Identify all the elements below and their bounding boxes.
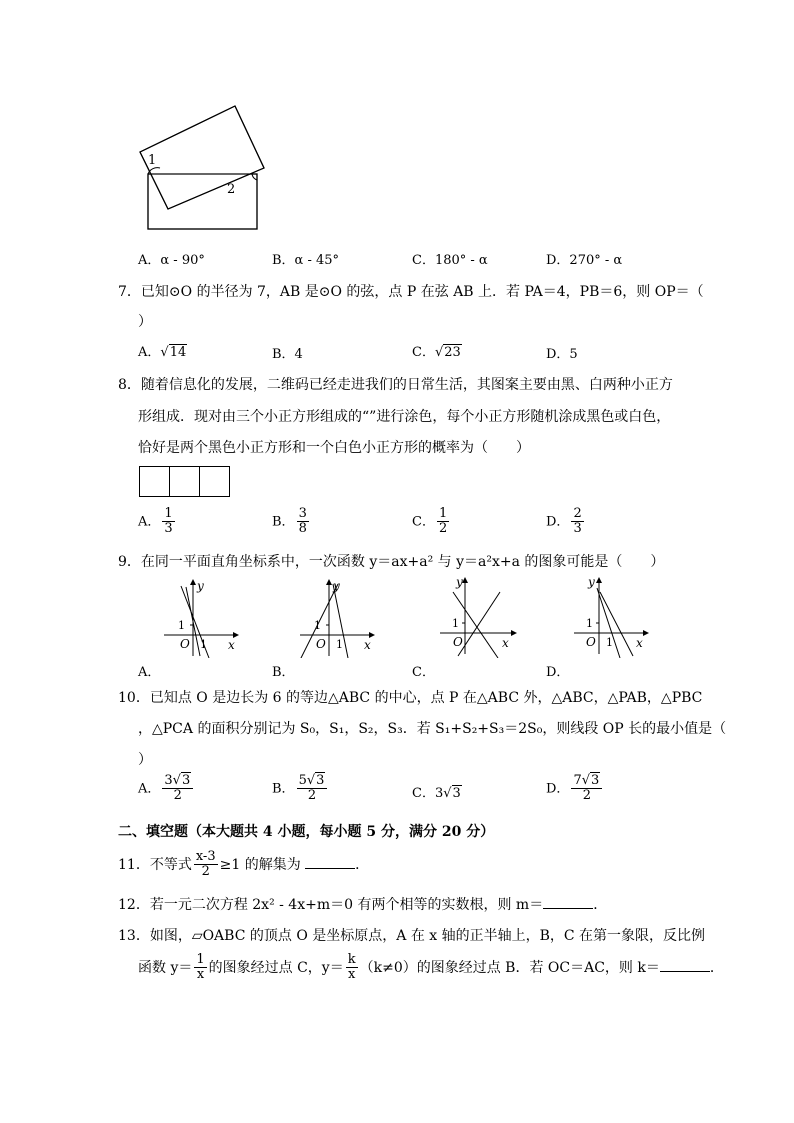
svg-text:O: O [586,635,596,649]
q8-three-squares [139,466,231,497]
q10-option-a: A． $\frac{3√3}{2}$ [138,774,195,804]
q8-option-a: A． $\frac{1}{3}$ [138,506,173,537]
q8-option-d: D． $\frac{2}{3}$ [546,506,582,537]
q7-option-d: D．5 [546,347,578,362]
svg-text:O: O [180,637,190,651]
q7-option-c: C．√23 [412,345,461,360]
q9-option-a: A． [138,665,161,680]
q12-answer-blank[interactable] [543,908,593,909]
q10-option-b: B． $\frac{5√3}{2}$ [272,774,329,804]
svg-text:O: O [316,637,326,651]
q11-answer-blank[interactable] [305,868,355,869]
q10-option-c: C．3√3 [412,786,461,801]
q8-stem-line2: 形组成．现对由三个小正方形组成的“”进行涂色，每个小正方形随机涂成黑色或白色， [138,409,671,425]
svg-text:y: y [197,579,204,593]
q6-option-b: B．α - 45° [272,253,340,268]
q10-stem-line3: ） [138,752,152,768]
q11-stem: 11．不等式 $\frac{x-3}{2}$ ≥1 的解集为 ． [118,849,370,880]
q7-stem-line1: 7．已知⊙O 的半径为 7，AB 是⊙O 的弦，点 P 在弦 AB 上．若 PA＝4，PB＝6，则 OP＝（ [118,284,704,300]
q10-option-d: D． $\frac{7√3}{2}$ [546,774,604,804]
q9-graph-b [296,576,378,658]
svg-text:O: O [453,635,463,649]
q8-stem-line1: 8．随着信息化的发展，二维码已经走进我们的日常生活，其图案主要由黑、白两种小正方 [118,377,673,393]
q12-stem: 12．若一元二次方程 2x² - 4x+m＝0 有两个相等的实数根，则 m＝ ． [118,897,608,913]
q7-stem-line2: ） [138,314,152,330]
q9-stem: 9．在同一平面直角坐标系中，一次函数 y＝ax+a² 与 y＝a²x+a 的图象可能是（ ） [118,554,665,570]
q6-option-d: D．270° - α [546,253,623,268]
q10-stem-line2: ，△PCA 的面积分别记为 S₀，S₁，S₂，S₃．若 S₁+S₂+S₃＝2S₀，则线段 OP 长的最小值是（ [138,721,727,737]
q7-option-b: B．4 [272,347,303,362]
q8-option-b: B． $\frac{3}{8}$ [272,506,307,537]
q13-stem-line2: 函数 y＝ $\frac{1}{x}$ 的图象经过点 C，y＝ $\frac{k}{x}$ （k≠0）的图象经过点 B．若 OC＝AC，则 k＝ ． [138,952,724,983]
q13-answer-blank[interactable] [660,971,710,972]
q7-option-a: A．√14 [138,345,187,360]
svg-text:1: 1 [200,638,207,651]
q8-stem-line3: 恰好是两个黑色小正方形和一个白色小正方形的概率为（ ） [138,440,530,456]
angle-1-label: 1 [148,153,157,168]
q9-graph-d [570,574,652,658]
svg-text:1: 1 [314,619,321,632]
section2-title: 二、填空题（本大题共 4 小题，每小题 5 分，满分 20 分） [118,824,495,840]
svg-text:1: 1 [606,636,613,649]
svg-text:y: y [456,575,463,589]
q6-figure [136,102,271,232]
svg-text:y: y [588,575,595,589]
q9-graph-c [436,574,520,658]
q9-option-b: B． [272,665,295,680]
q9-option-d: D． [546,665,570,680]
svg-text:x: x [228,638,235,652]
q6-option-a: A．α - 90° [138,253,205,268]
q8-option-c: C． $\frac{1}{2}$ [412,506,448,537]
svg-text:1: 1 [336,638,343,651]
q6-option-c: C．180° - α [412,253,488,268]
svg-text:1: 1 [586,617,593,630]
svg-text:x: x [502,636,509,650]
q9-graph-a [160,576,242,658]
svg-text:1: 1 [178,619,185,632]
svg-text:x: x [364,638,371,652]
svg-text:x: x [636,636,643,650]
svg-text:y: y [333,579,340,593]
q9-option-c: C． [412,665,435,680]
q10-stem-line1: 10．已知点 O 是边长为 6 的等边△ABC 的中心，点 P 在△ABC 外，△ABC，△PAB，△PBC [118,690,703,706]
angle-2-label: 2 [227,182,236,197]
q13-stem-line1: 13．如图，▱OABC 的顶点 O 是坐标原点，A 在 x 轴的正半轴上，B，C 在第一象限，反比例 [118,928,706,944]
svg-text:1: 1 [452,617,459,630]
